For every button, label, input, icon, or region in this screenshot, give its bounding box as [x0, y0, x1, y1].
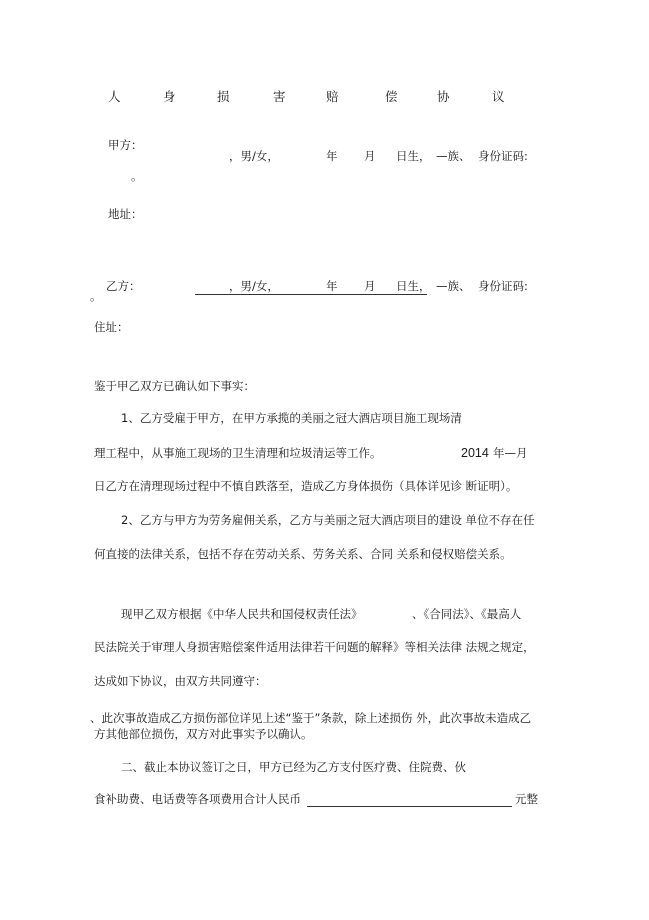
- party-b-ethnic: —族、: [436, 279, 471, 293]
- facts-intro: 鉴于甲乙双方已确认如下事实：: [94, 379, 255, 393]
- party-a-dot: 。: [131, 169, 143, 183]
- fact-1-line-1: 1、乙方受雇于甲方，在甲方承揽的美丽之冠大酒店项目施工现场清: [121, 411, 462, 425]
- article-2-line-1: 二、截止本协议签订之日，甲方已经为乙方支付医疗费、住院费、伙: [121, 760, 466, 774]
- fact-1-line-3: 日乙方在清理现场过程中不慎自跌落至，造成乙方身体损伤（具体详见诊 断证明）。: [94, 479, 518, 493]
- party-a-address-label: 地址：: [108, 207, 143, 221]
- party-b-month: 月: [364, 279, 376, 293]
- fact-2-line-1: 2、乙方与甲方为劳务雇佣关系，乙方与美丽之冠大酒店项目的建设 单位不存在任: [121, 513, 535, 527]
- title-char: 身: [163, 89, 176, 104]
- article-1-line-1: 、此次事故造成乙方损伤部位详见上述“鉴于”条款，除上述损伤 外，此次事故未造成乙: [90, 711, 532, 725]
- title-char: 赔: [326, 89, 339, 104]
- article-1-line-2: 方其他部位损伤，双方对此事实予以确认。: [94, 727, 313, 741]
- party-a-id-label: 身份证码:: [478, 149, 528, 163]
- party-b-birth: 日生，: [396, 279, 431, 293]
- party-a-ethnic: —族、: [436, 149, 471, 163]
- party-b-label: 乙方：: [106, 279, 141, 293]
- title-char: 协: [437, 89, 450, 104]
- basis-line-2: 民法院关于审理人身损害赔偿案件适用法律若干问题的解释》等相关法律 法规之规定，: [94, 640, 535, 654]
- title-char: 人: [108, 89, 121, 104]
- title-char: 议: [492, 89, 505, 104]
- party-b-dot: 。: [90, 289, 102, 303]
- party-b-blank-line: [195, 294, 427, 295]
- party-a-gender: ，男/女，: [229, 149, 279, 163]
- fact-1-year-suffix: 年—月: [493, 446, 528, 460]
- amount-blank-line: [307, 806, 512, 807]
- party-b-year: 年: [326, 279, 338, 293]
- basis-line-3: 达成如下协议，由双方共同遵守：: [94, 674, 267, 688]
- party-b-id-label: 身份证码:: [478, 279, 528, 293]
- party-a-label: 甲方：: [108, 138, 143, 152]
- fact-2-line-2: 何直接的法律关系，包括不存在劳动关系、劳务关系、合同 关系和侵权赔偿关系。: [94, 547, 512, 561]
- basis-line-1b: 、《合同法》、《最高人: [412, 607, 522, 621]
- article-2-line-2: 食补助费、电话费等各项费用合计人民币: [94, 792, 301, 806]
- title-char: 害: [273, 89, 286, 104]
- article-2-unit: 元整: [515, 792, 538, 806]
- party-b-address-label: 住址：: [94, 320, 129, 334]
- fact-1-year: 2014: [461, 446, 489, 460]
- party-a-year: 年: [326, 149, 338, 163]
- title-char: 损: [217, 89, 230, 104]
- fact-1-line-2: 理工程中，从事施工现场的卫生清理和垃圾清运等工作。: [94, 446, 382, 460]
- title-char: 偿: [385, 89, 398, 104]
- basis-line-1a: 现甲乙双方根据《中华人民共和国侵权责任法》: [121, 607, 363, 621]
- party-b-gender: ，男/女，: [229, 279, 279, 293]
- party-a-birth: 日生，: [396, 149, 431, 163]
- party-a-month: 月: [364, 149, 376, 163]
